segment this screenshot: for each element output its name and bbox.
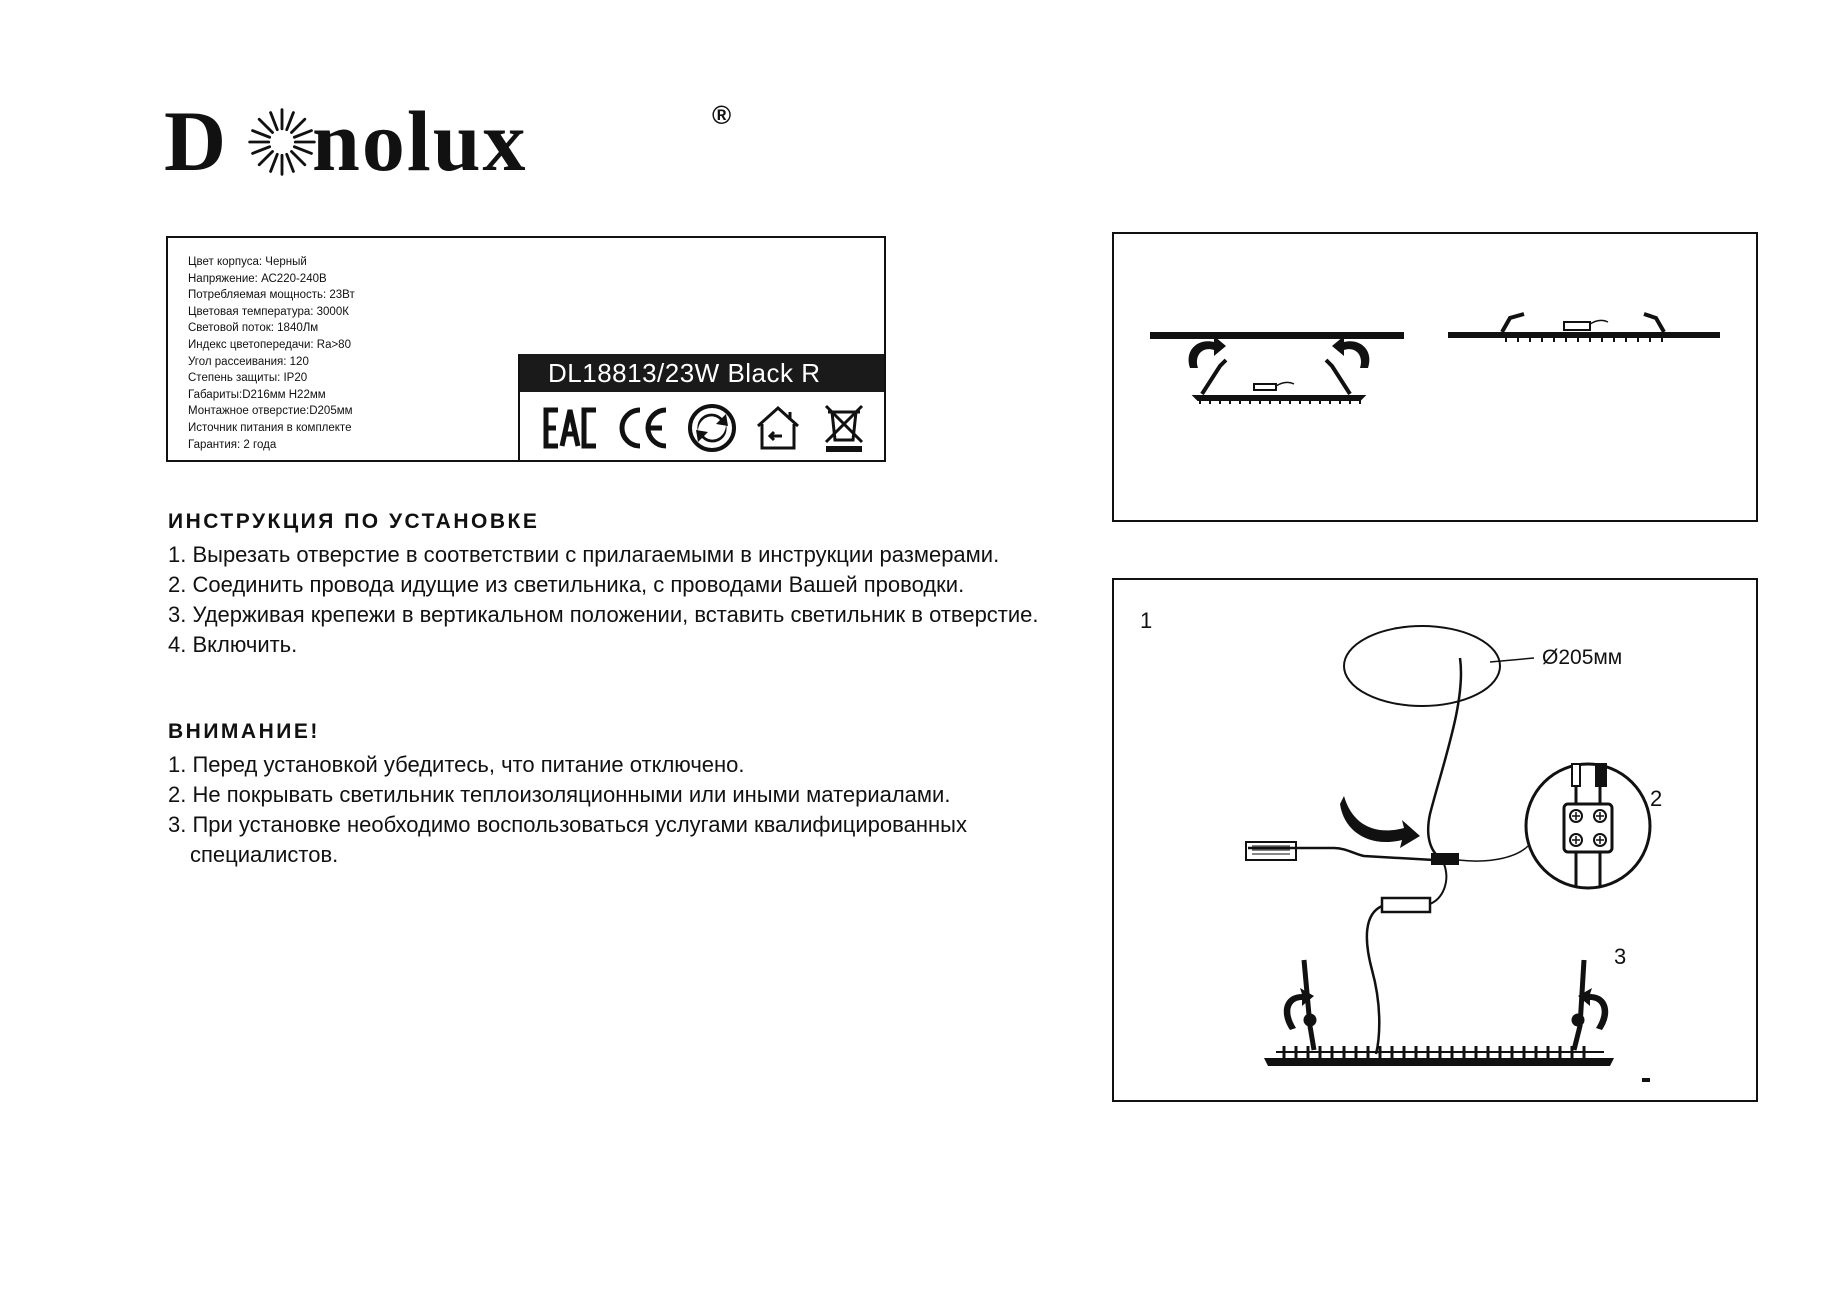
- registered-mark: ®: [712, 100, 732, 130]
- wiring-diagram: [1114, 580, 1756, 1100]
- spec-line: Напряжение: АС220-240В: [188, 272, 327, 285]
- spec-line: Цветовая температура: 3000К: [188, 305, 349, 318]
- luminaire-side-view: [1114, 234, 1756, 520]
- step-2-label: 2: [1650, 786, 1663, 811]
- install-step: 4. Включить.: [168, 632, 298, 657]
- warning-item: 3. При установке необходимо воспользоваться услугами квалифицированных: [168, 812, 967, 837]
- recycle-icon: [686, 402, 738, 454]
- ceiling-panel-left: [1150, 332, 1404, 339]
- spec-line: Индекс цветопередачи: Ra>80: [188, 338, 351, 351]
- warning-items: [168, 750, 967, 870]
- spec-card: [166, 236, 886, 462]
- ceiling-hole: [1344, 626, 1500, 706]
- terminal-detail: [1526, 764, 1650, 888]
- step-1-label: 1: [1140, 608, 1153, 633]
- certification-row: [542, 402, 872, 454]
- install-step: 3. Удерживая крепежи в вертикальном положении, вставить светильник в отверстие.: [168, 602, 1039, 627]
- logo-rest: nolux: [312, 93, 528, 189]
- spec-line: Цвет корпуса: Черный: [188, 256, 307, 268]
- rotate-arrow-icon: [1189, 336, 1370, 368]
- fixture-left: [1194, 360, 1364, 404]
- arrow-icon: [1340, 796, 1420, 848]
- side-view-diagram: [1112, 232, 1758, 522]
- install-step: 2. Соединить провода идущие из светильника, с проводами Вашей проводки.: [168, 572, 965, 597]
- warning-item: 1. Перед установкой убедитесь, что питание отключено.: [168, 752, 745, 777]
- fixture-bottom: [1264, 960, 1614, 1066]
- install-steps: [168, 540, 1039, 660]
- ce-icon: [616, 402, 668, 454]
- spec-line: Угол рассеивания: 120: [188, 355, 309, 368]
- brand-logo: [164, 93, 732, 189]
- spec-line: Потребляемая мощность: 23Вт: [188, 289, 355, 302]
- install-title: ИНСТРУКЦИЯ ПО УСТАНОВКЕ: [168, 510, 540, 533]
- spec-line: Источник питания в комплекте: [188, 421, 352, 434]
- spec-line: Степень защиты: IP20: [188, 372, 308, 385]
- warning-item: 2. Не покрывать светильник теплоизоляционными или иными материалами.: [168, 782, 951, 807]
- spec-line: Габариты:D216мм H22мм: [188, 388, 326, 401]
- weee-bin-icon: [820, 402, 868, 454]
- logo-letter-d: D: [164, 93, 229, 189]
- rotate-arrow-icon: [1284, 988, 1608, 1030]
- hole-diameter-label: Ø205мм: [1542, 646, 1623, 669]
- install-step: 1. Вырезать отверстие в соответствии с прилагаемыми в инструкции размерами.: [168, 542, 1000, 567]
- warning-item: специалистов.: [190, 842, 339, 867]
- installation-diagram: [1112, 578, 1758, 1102]
- spec-line: Гарантия: 2 года: [188, 438, 277, 451]
- model-panel: [518, 354, 884, 462]
- sun-burst-icon: [244, 104, 320, 180]
- spec-line: Световой поток: 1840Лм: [188, 322, 319, 335]
- step-3-label: 3: [1614, 944, 1627, 969]
- eac-icon: [542, 402, 598, 454]
- warning-title: ВНИМАНИЕ!: [168, 720, 320, 743]
- spec-line: Монтажное отверстие:D205мм: [188, 405, 353, 418]
- spec-list: [188, 254, 355, 453]
- fixture-installed: [1448, 314, 1720, 342]
- driver-box: [1382, 898, 1430, 912]
- model-number: DL18813/23W Black R: [520, 354, 884, 392]
- indoor-use-icon: [752, 402, 806, 454]
